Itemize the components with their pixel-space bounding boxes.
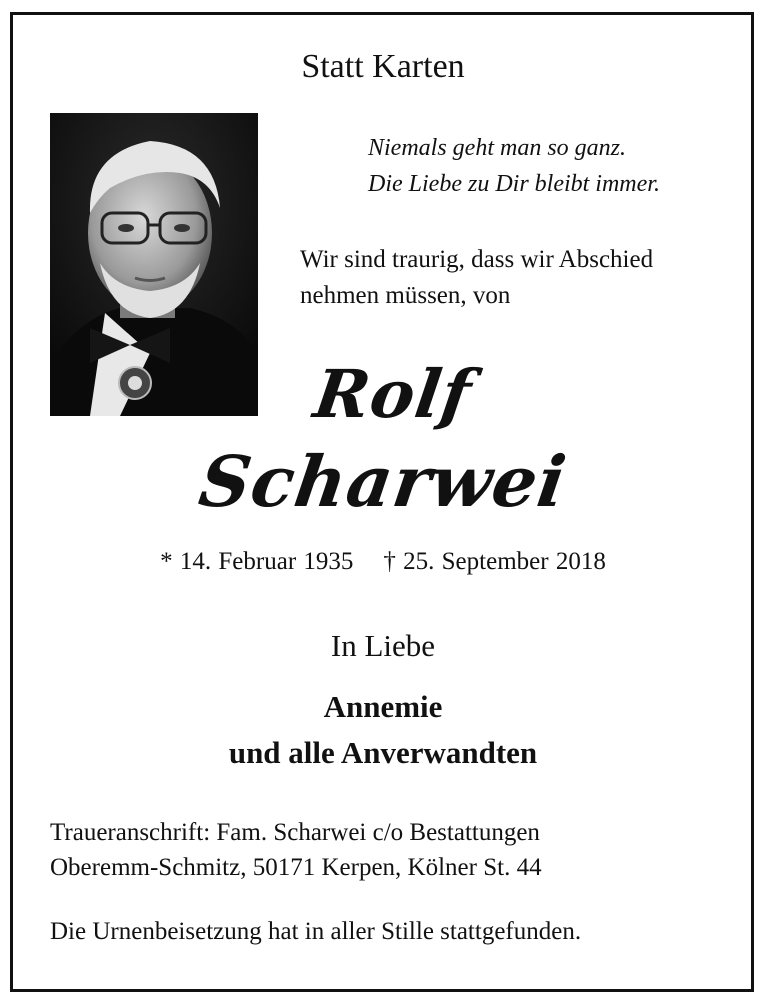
intro-line: nehmen müssen, von <box>300 282 511 309</box>
in-love-text: In Liebe <box>330 628 436 663</box>
quote-line: Niemals geht man so ganz. <box>368 135 626 161</box>
death-date: † 25. September 2018 <box>383 548 606 575</box>
mourners <box>0 684 766 776</box>
deceased-first-name: Rolf <box>309 355 477 433</box>
quote-line: Die Liebe zu Dir bleibt immer. <box>368 171 660 197</box>
epitaph-quote <box>368 130 660 202</box>
address-line: Oberemm-Schmitz, 50171 Kerpen, Kölner St. 44 <box>50 854 542 881</box>
intro-text <box>300 242 653 314</box>
notice-header: Statt Karten <box>301 48 465 85</box>
mourner-relatives: und alle Anverwandten <box>228 735 538 770</box>
burial-note: Die Urnenbeisetzung hat in aller Stille stattgefunden. <box>50 918 582 945</box>
intro-line: Wir sind traurig, dass wir Abschied <box>300 246 654 273</box>
deceased-last-name: Scharwei <box>194 440 572 523</box>
birth-date: * 14. Februar 1935 <box>160 548 354 575</box>
mourner-name: Annemie <box>323 689 443 724</box>
address-line: Traueranschrift: Fam. Scharwei c/o Bestattungen <box>50 819 540 846</box>
condolence-address <box>50 815 542 885</box>
life-dates <box>0 548 766 576</box>
